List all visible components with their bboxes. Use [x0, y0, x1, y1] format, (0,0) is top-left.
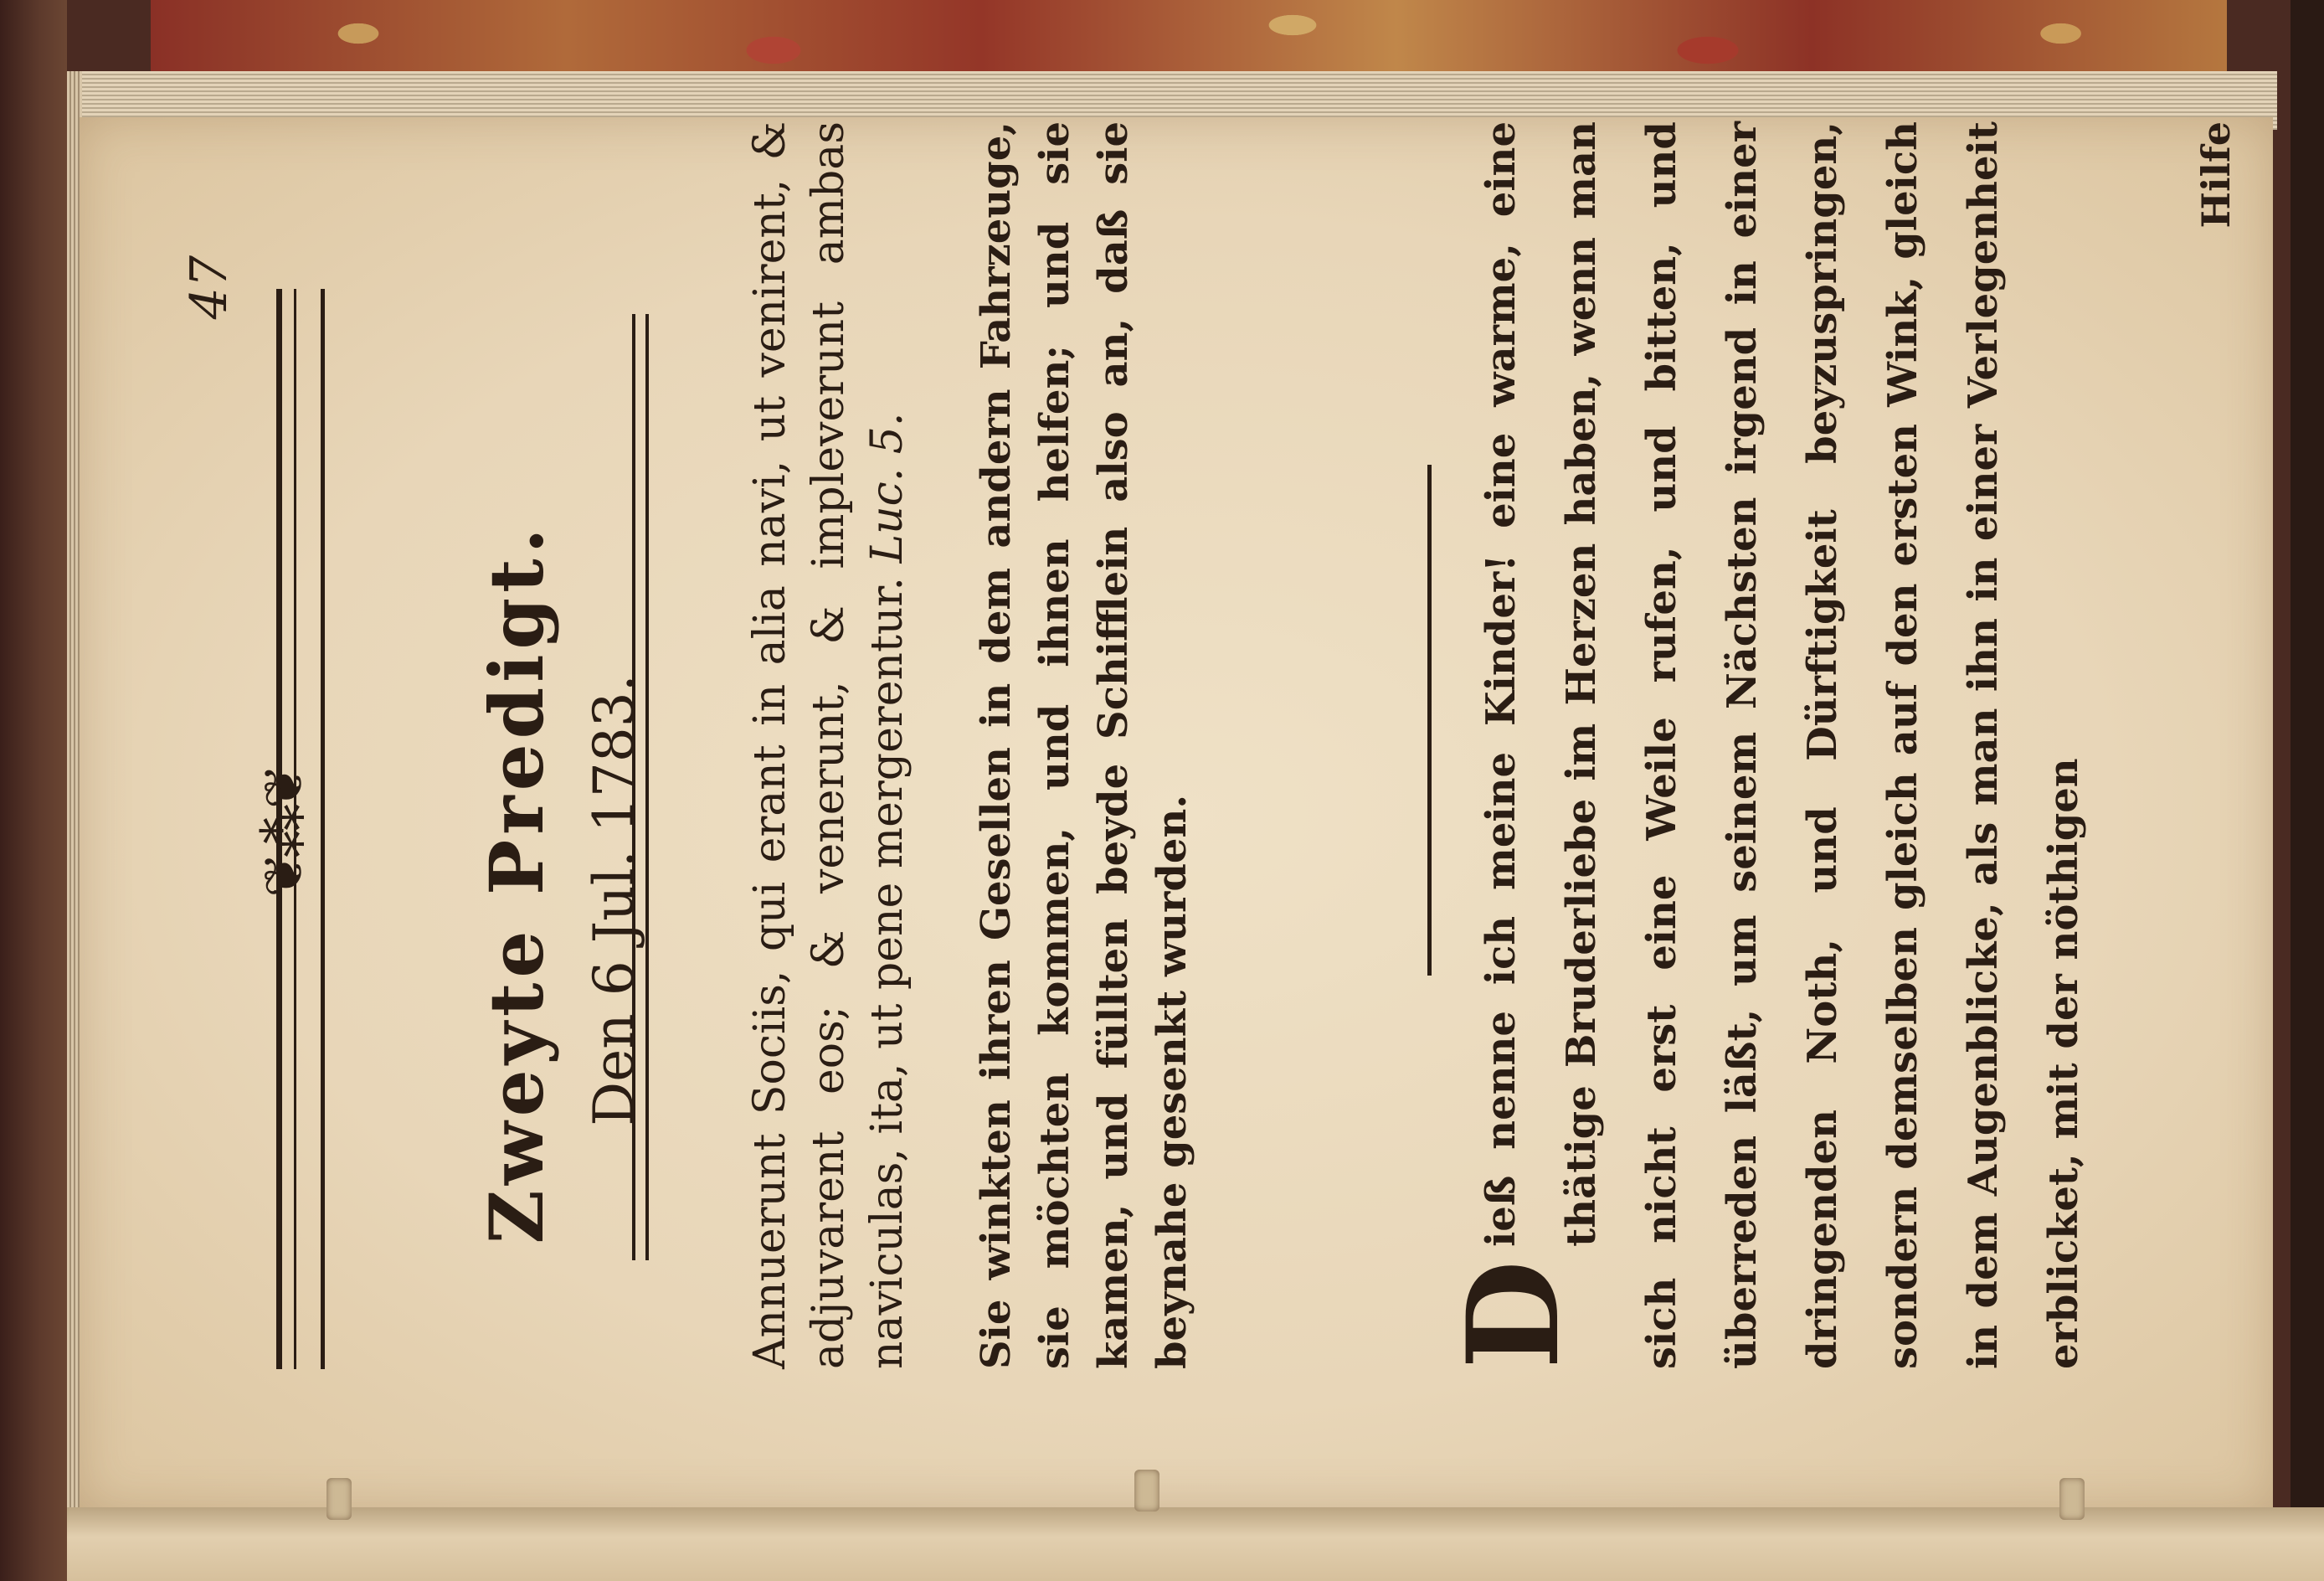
- latin-epigraph: [741, 121, 917, 1369]
- page-content: [80, 121, 2239, 1511]
- latin-text: Annuerunt Sociis, qui erant in alia navi, ut venirent, & adjuvarent eos; & venerunt, & impleverunt ambas naviculas, ita, ut pene mergerentur.: [745, 121, 913, 1369]
- facing-page-edge: [67, 1507, 2324, 1581]
- book-edge-right: [2291, 0, 2324, 1581]
- sermon-title: Zweyte Predigt.: [473, 523, 560, 1244]
- page-number: 47: [180, 255, 239, 320]
- title-frame-left: [632, 314, 649, 1260]
- sermon-date: Den 6 Jul. 1783.: [582, 674, 646, 1126]
- sermon-body: [1440, 121, 2104, 1369]
- book-board-left: [0, 0, 67, 1581]
- catchword: Hilfe: [2193, 121, 2239, 229]
- ornament-icon: ❦⁂❦: [254, 769, 316, 898]
- drop-cap: D: [1440, 1259, 1587, 1369]
- german-verse: Sie winkten ihren Gesellen in dem andern Fahrzeuge, sie möchten kommen, und ihnen helfen; und sie kamen, und füllten beyde Schifflein also an, daß sie beynahe gesenkt wurden.: [973, 121, 1195, 1369]
- body-paragraph: ieß nenne ich meine Kinder! eine warme, eine thätige Bruderliebe im Herzen haben, wenn man sich nicht erst eine Weile rufen, und bitten, und überreden läßt, um seinem Nächsten irgend in einer dringenden Noth, und Dürftigkeit beyzuspringen, sondern demselben gleich auf den ersten Wink, gleich in dem Augenblicke, als man ihn in einer Verlegenheit erblicket, mit der nöthigen: [1478, 121, 2087, 1369]
- latin-citation: Luc. 5.: [862, 412, 913, 564]
- section-divider: [1427, 465, 1432, 976]
